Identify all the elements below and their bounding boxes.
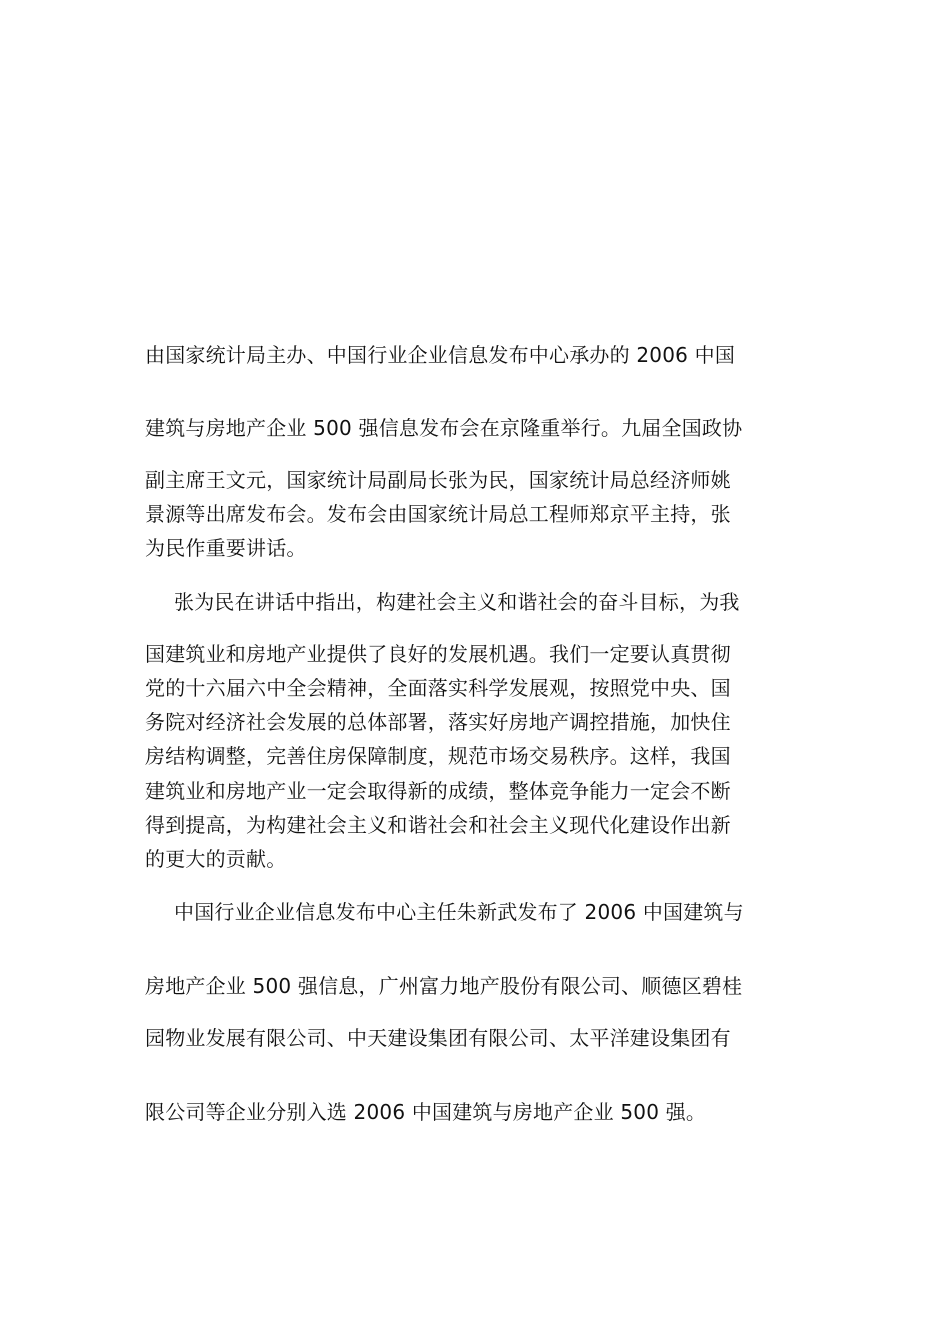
paragraph-3-line-4: 限公司等企业分别入选 2006 中国建筑与房地产企业 500 强。 [145,1100,707,1124]
paragraph-1-line-3: 副主席王文元，国家统计局副局长张为民，国家统计局总经济师姚 [145,468,731,492]
paragraph-1-line-4: 景源等出席发布会。发布会由国家统计局总工程师郑京平主持，张 [145,502,731,526]
paragraph-1-line-1: 由国家统计局主办、中国行业企业信息发布中心承办的 2006 中国 [145,343,736,367]
paragraph-2-line-6: 建筑业和房地产业一定会取得新的成绩，整体竞争能力一定会不断 [145,779,731,803]
paragraph-1-line-5: 为民作重要讲话。 [145,536,307,560]
paragraph-2-line-1: 张为民在讲话中指出，构建社会主义和谐社会的奋斗目标，为我 [174,590,740,614]
paragraph-3-line-3: 园物业发展有限公司、中天建设集团有限公司、太平洋建设集团有 [145,1026,731,1050]
paragraph-2-line-7: 得到提高，为构建社会主义和谐社会和社会主义现代化建设作出新 [145,813,731,837]
paragraph-1-line-2: 建筑与房地产企业 500 强信息发布会在京隆重举行。九届全国政协 [145,416,743,440]
paragraph-2-line-3: 党的十六届六中全会精神，全面落实科学发展观，按照党中央、国 [145,676,731,700]
paragraph-2-line-5: 房结构调整，完善住房保障制度，规范市场交易秩序。这样，我国 [145,744,731,768]
paragraph-3-line-1: 中国行业企业信息发布中心主任朱新武发布了 2006 中国建筑与 [174,900,744,924]
paragraph-2-line-4: 务院对经济社会发展的总体部署，落实好房地产调控措施，加快住 [145,710,731,734]
paragraph-2-line-2: 国建筑业和房地产业提供了良好的发展机遇。我们一定要认真贯彻 [145,642,731,666]
paragraph-3-line-2: 房地产企业 500 强信息，广州富力地产股份有限公司、顺德区碧桂 [145,974,743,998]
paragraph-2-line-8: 的更大的贡献。 [145,847,287,871]
